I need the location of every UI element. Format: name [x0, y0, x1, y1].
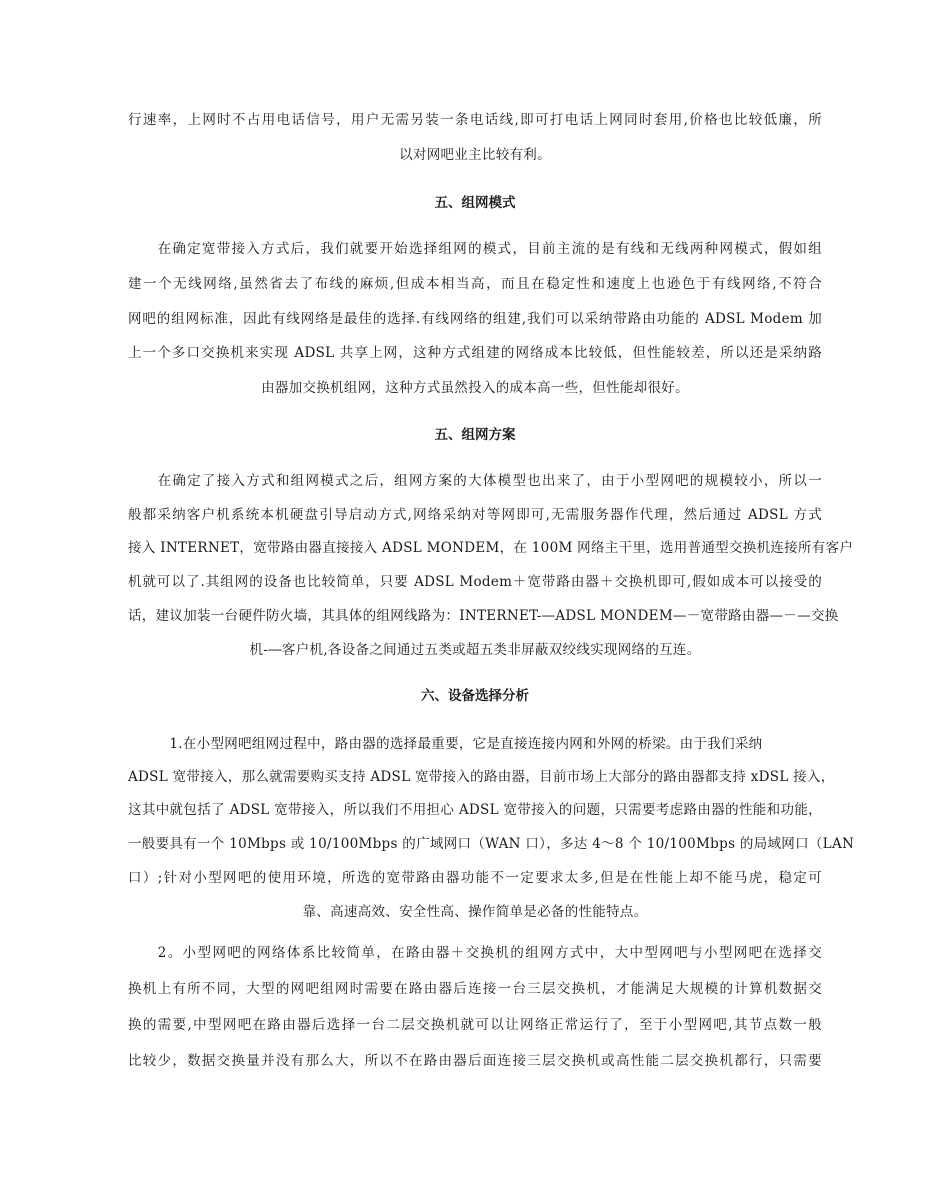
text-line: 接入 INTERNET，宽带路由器直接接入 ADSL MONDEM，在 100M 网络主干里，选用普通型交换机连接所有客户 — [128, 540, 854, 556]
text-line: 2。小型网吧的网络体系比较简单，在路由器＋交换机的组网方式中，大中型网吧与小型网吧在选择交 — [128, 945, 822, 961]
text-line: 靠、高速高效、安全性高、操作简单是必备的性能特点。 — [302, 904, 648, 920]
text-line: 1.在小型网吧组网过程中，路由器的选择最重要，它是直接连接内网和外网的桥梁。由于我们采纳 — [128, 736, 763, 752]
heading-networking-plan: 五、组网方案 — [434, 427, 516, 443]
text-line: 网吧的组网标准，因此有线网络是最佳的选择.有线网络的组建,我们可以采纳带路由功能的 ADSL Modem 加 — [128, 311, 822, 327]
section-heading — [128, 193, 822, 213]
text-line: 换机上有所不同，大型的网吧组网时需要在路由器后连接一台三层交换机，才能满足大规模的计算机数据交 — [128, 981, 822, 997]
paragraph-router-selection — [128, 733, 855, 924]
heading-device-selection: 六、设备选择分析 — [421, 688, 529, 704]
text-line: ADSL 宽带接入，那么就需要购买支持 ADSL 宽带接入的路由器，目前市场上大部分的路由器都支持 xDSL 接入， — [128, 769, 835, 785]
text-line: 般都采纳客户机系统本机硬盘引导启动方式,网络采纳对等网即可,无需服务器作代理，然后通过 ADSL 方式 — [128, 507, 822, 523]
text-line: 上一个多口交换机来实现 ADSL 共享上网，这种方式组建的网络成本比较低，但性能较差，所以还是采纳路 — [128, 345, 822, 361]
paragraph-intro-continuation — [128, 108, 822, 167]
section-heading — [128, 686, 822, 706]
text-line: 以对网吧业主比较有利。 — [399, 147, 551, 163]
text-line: 比较少，数据交换量并没有那么大，所以不在路由器后面连接三层交换机或高性能二层交换机都行，只需要 — [128, 1053, 822, 1069]
text-line: 换的需要,中型网吧在路由器后选择一台二层交换机就可以让网络正常运行了，至于小型网吧,其节点数一般 — [128, 1017, 822, 1033]
text-line: 建一个无线网络,虽然省去了布线的麻烦,但成本相当高，而且在稳定性和速度上也逊色于有线网络,不符合 — [128, 276, 822, 292]
paragraph-switch-selection — [128, 942, 822, 1073]
text-line: 在确定宽带接入方式后，我们就要开始选择组网的模式，目前主流的是有线和无线两种网模式，假如组 — [128, 241, 822, 257]
section-heading — [128, 425, 822, 445]
text-line: 这其中就包括了 ADSL 宽带接入，所以我们不用担心 ADSL 宽带接入的问题，只需要考虑路由器的性能和功能， — [128, 802, 822, 818]
text-line: 口）;针对小型网吧的使用环境，所选的宽带路由器功能不一定要求太多,但是在性能上却不能马虎，稳定可 — [128, 870, 822, 886]
text-line: 机-―客户机,各设备之间通过五类或超五类非屏蔽双绞线实现网络的互连。 — [249, 642, 701, 658]
heading-networking-mode: 五、组网模式 — [434, 195, 516, 211]
text-line: 一般要具有一个 10Mbps 或 10/100Mbps 的广域网口（WAN 口），多达 4～8 个 10/100Mbps 的局域网口（LAN — [128, 836, 855, 852]
text-line: 行速率，上网时不占用电话信号，用户无需另装一条电话线,即可打电话上网同时套用,价格也比较低廉，所 — [128, 112, 822, 128]
paragraph-networking-mode — [128, 238, 822, 400]
paragraph-networking-plan — [128, 470, 854, 662]
text-line: 话，建议加装一台硬件防火墙，其具体的组网线路为：INTERNET-—ADSL MONDEM—－宽带路由器—－—交换 — [128, 608, 839, 624]
text-line: 由器加交换机组网，这种方式虽然投入的成本高一些，但性能却很好。 — [261, 380, 689, 396]
text-line: 在确定了接入方式和组网模式之后，组网方案的大体模型也出来了，由于小型网吧的规模较小，所以一 — [128, 473, 822, 489]
text-line: 机就可以了.其组网的设备也比较简单，只要 ADSL Modem＋宽带路由器＋交换机即可,假如成本可以接受的 — [128, 574, 822, 590]
